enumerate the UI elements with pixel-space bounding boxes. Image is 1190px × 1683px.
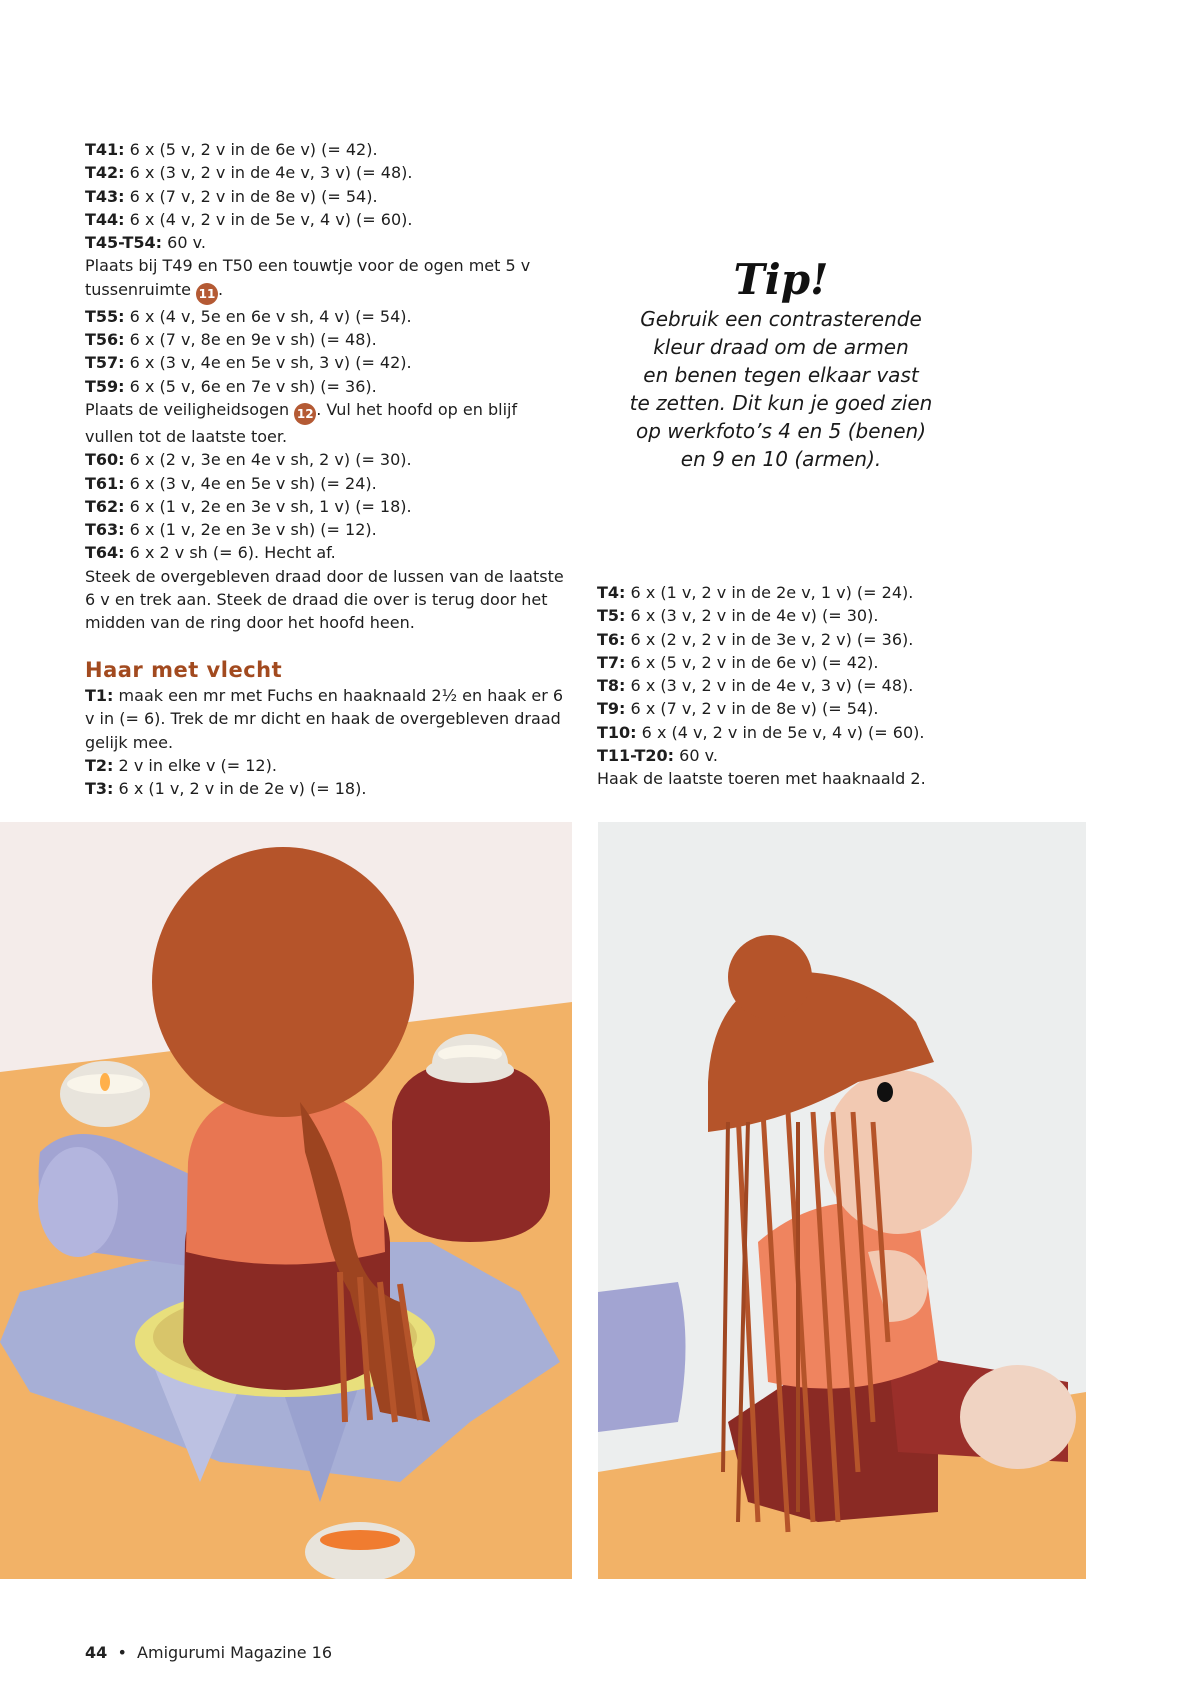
round-list-a <box>85 138 570 254</box>
round-line <box>597 581 1067 604</box>
round-instruction: 60 v. <box>679 746 718 766</box>
round-instruction: 6 x (1 v, 2e en 3e v sh) (= 12). <box>129 520 377 540</box>
round-instruction: 6 x (3 v, 2 v in de 4e v, 3 v) (= 48). <box>129 163 413 183</box>
tip-text: Gebruik een contrasterende kleur draad om de armen en benen tegen elkaar vast te zetten. Dit kun je goed zien op werkfoto’s 4 en 5 (benen) en 9 en 10 (armen). <box>629 307 933 471</box>
eyes-note: Plaats bij T49 en T50 een touwtje voor de ogen met 5 v tussenruimte 11 . <box>85 254 570 304</box>
round-instruction: 6 x (1 v, 2 v in de 2e v) (= 18). <box>118 779 367 799</box>
photo-doll-long-hair <box>598 822 1086 1579</box>
safety-note-text: Plaats de veiligheidsogen <box>85 399 290 419</box>
round-label: T56: <box>85 330 125 350</box>
round-label: T11-T20: <box>597 746 675 766</box>
round-label: T9: <box>597 699 626 719</box>
round-label: T10: <box>597 722 637 742</box>
magazine-name: Amigurumi Magazine 16 <box>137 1643 332 1662</box>
round-instruction: 6 x (4 v, 2 v in de 5e v, 4 v) (= 60). <box>129 209 413 229</box>
round-list-c <box>85 448 570 564</box>
round-instruction: 6 x (7 v, 8e en 9e v sh) (= 48). <box>129 330 377 350</box>
photo-doll-braid <box>0 822 572 1579</box>
round-instruction: 6 x (5 v, 2 v in de 6e v) (= 42). <box>129 140 378 159</box>
round-label: T64: <box>85 543 125 563</box>
round-line <box>597 674 1067 697</box>
round-label: T6: <box>597 629 626 649</box>
round-line <box>85 208 570 231</box>
round-line <box>85 518 570 541</box>
footer-separator: • <box>117 1643 127 1662</box>
round-line <box>85 495 570 518</box>
round-instruction: 6 x (1 v, 2 v in de 2e v, 1 v) (= 24). <box>630 583 914 602</box>
doll-braid-illustration <box>0 822 572 1579</box>
round-line <box>85 231 570 254</box>
round-label: T57: <box>85 353 125 373</box>
step-badge-11: 11 <box>196 283 218 305</box>
round-label: T44: <box>85 209 125 229</box>
round-label: T1: <box>85 685 114 705</box>
round-instruction: 6 x (2 v, 3e en 4e v sh, 2 v) (= 30). <box>129 450 412 470</box>
round-label: T4: <box>597 583 626 602</box>
round-line <box>597 604 1067 627</box>
round-label: T43: <box>85 186 125 206</box>
round-line <box>85 541 570 564</box>
closing-note: Steek de overgebleven draad door de lussen van de laatste 6 v en trek aan. Steek de draad die over is terug door het midden van de ring door het hoofd heen. <box>85 566 564 633</box>
round-list-b <box>85 305 570 398</box>
round-instruction: 6 x (3 v, 4e en 5e v sh) (= 24). <box>129 473 377 493</box>
round-line <box>85 328 570 351</box>
round-line <box>85 375 570 398</box>
round-label: T8: <box>597 676 626 696</box>
page-number: 44 <box>85 1643 108 1662</box>
round-label: T59: <box>85 376 125 396</box>
round-label: T42: <box>85 163 125 183</box>
round-instruction: 6 x (3 v, 2 v in de 4e v, 3 v) (= 48). <box>630 676 914 696</box>
round-instruction: 6 x (4 v, 2 v in de 5e v, 4 v) (= 60). <box>641 722 925 742</box>
pattern-column-left <box>85 138 570 800</box>
round-line <box>85 754 570 777</box>
round-label: T41: <box>85 140 125 159</box>
round-label: T3: <box>85 779 114 799</box>
round-line <box>597 697 1067 720</box>
tip-box <box>616 255 946 473</box>
safety-note-text-continued: . Vul het hoofd op en blijf vullen tot de laatste toer. <box>85 399 518 446</box>
round-line <box>85 684 570 754</box>
round-instruction: 60 v. <box>167 233 206 253</box>
round-instruction: 6 x (3 v, 2 v in de 4e v) (= 30). <box>630 606 879 626</box>
round-instruction: 6 x (7 v, 2 v in de 8e v) (= 54). <box>129 186 378 206</box>
round-line <box>597 628 1067 651</box>
round-instruction: 6 x (7 v, 2 v in de 8e v) (= 54). <box>630 699 879 719</box>
safety-eyes-note <box>85 398 570 448</box>
round-label: T62: <box>85 496 125 516</box>
pattern-column-right <box>597 581 1067 791</box>
round-instruction: 6 x (5 v, 6e en 7e v sh) (= 36). <box>129 376 377 396</box>
round-instruction: maak een mr met Fuchs en haaknaald 2½ en haak er 6 v in (= 6). Trek de mr dicht en haak de overgebleven draad gelijk mee. <box>85 685 564 752</box>
round-line <box>85 448 570 471</box>
round-label: T45-T54: <box>85 233 163 253</box>
round-instruction: 6 x (4 v, 5e en 6e v sh, 4 v) (= 54). <box>129 306 412 326</box>
round-line <box>597 744 1067 767</box>
round-line <box>85 472 570 495</box>
tip-title: Tip! <box>733 255 829 304</box>
step-badge-12: 12 <box>294 403 316 425</box>
round-label: T7: <box>597 652 626 672</box>
section-title: Haar met vlecht <box>85 657 283 682</box>
round-label: T55: <box>85 306 125 326</box>
round-instruction: 6 x (1 v, 2e en 3e v sh, 1 v) (= 18). <box>129 496 412 516</box>
round-line <box>85 185 570 208</box>
round-list-right <box>597 581 1067 767</box>
round-line <box>85 351 570 374</box>
round-label: T60: <box>85 450 125 470</box>
round-list-d <box>85 684 570 800</box>
round-instruction: 6 x 2 v sh (= 6). Hecht af. <box>129 543 336 563</box>
page-footer <box>85 1643 332 1662</box>
doll-long-hair-illustration <box>598 822 1086 1579</box>
round-label: T2: <box>85 755 114 775</box>
round-line <box>597 721 1067 744</box>
round-instruction: 2 v in elke v (= 12). <box>118 755 277 775</box>
round-label: T5: <box>597 606 626 626</box>
eyes-note-text: Plaats bij T49 en T50 een touwtje voor de ogen met 5 v tussenruimte <box>85 256 531 299</box>
round-instruction: 6 x (5 v, 2 v in de 6e v) (= 42). <box>630 652 879 672</box>
round-line <box>85 777 570 800</box>
round-instruction: 6 x (2 v, 2 v in de 3e v, 2 v) (= 36). <box>630 629 914 649</box>
round-line <box>85 305 570 328</box>
round-line <box>85 138 570 161</box>
round-instruction: 6 x (3 v, 4e en 5e v sh, 3 v) (= 42). <box>129 353 412 373</box>
round-line <box>85 161 570 184</box>
right-closing-note: Haak de laatste toeren met haaknaald 2. <box>597 769 926 789</box>
round-label: T63: <box>85 520 125 540</box>
round-label: T61: <box>85 473 125 493</box>
round-line <box>597 651 1067 674</box>
